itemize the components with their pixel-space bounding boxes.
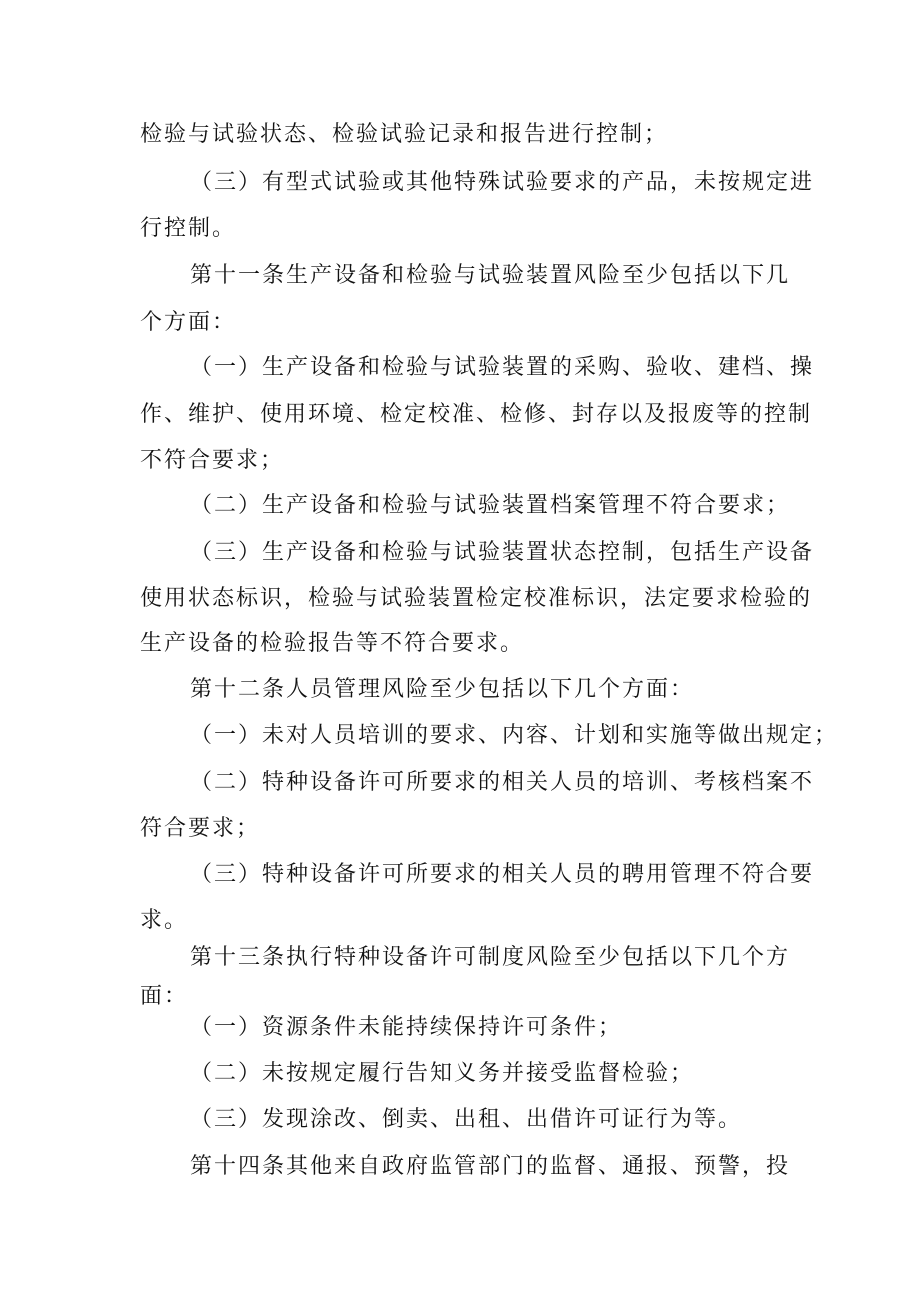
article-12-item-2-line-2: 符合要求； [140,816,261,841]
article-11-heading-line-2: 个方面： [140,310,237,335]
clause-3-line-2: 行控制。 [140,216,237,241]
article-11-item-3-line-2: 使用状态标识，检验与试验装置检定校准标识，法定要求检验的 [140,586,813,611]
article-14-heading-line-1: 第十四条其他来自政府监管部门的监督、通报、预警，投 [190,1154,791,1179]
article-13-item-1: （一）资源条件未能持续保持许可条件； [190,1015,623,1040]
article-11-item-1-line-3: 不符合要求； [140,448,285,473]
text-line-1: 检验与试验状态、检验试验记录和报告进行控制； [140,122,669,147]
article-11-item-2: （二）生产设备和检验与试验装置档案管理不符合要求； [190,493,791,518]
article-11-item-3-line-3: 生产设备的检验报告等不符合要求。 [140,631,525,656]
article-12-item-2-line-1: （二）特种设备许可所要求的相关人员的培训、考核档案不 [190,770,815,795]
article-13-heading-line-2: 面： [140,984,189,1009]
article-11-heading-line-1: 第十一条生产设备和检验与试验装置风险至少包括以下几 [190,263,791,288]
article-11-item-3-line-1: （三）生产设备和检验与试验装置状态控制，包括生产设备 [190,540,815,565]
article-13-item-3: （三）发现涂改、倒卖、出租、出借许可证行为等。 [190,1107,743,1132]
clause-3-line-1: （三）有型式试验或其他特殊试验要求的产品，未按规定进 [190,170,815,195]
article-12-item-1: （一）未对人员培训的要求、内容、计划和实施等做出规定； [190,723,839,748]
article-12-item-3-line-2: 求。 [140,908,189,933]
article-12-item-3-line-1: （三）特种设备许可所要求的相关人员的聘用管理不符合要 [190,862,815,887]
article-12-heading: 第十二条人员管理风险至少包括以下几个方面： [190,677,695,702]
article-11-item-1-line-2: 作、维护、使用环境、检定校准、检修、封存以及报废等的控制 [140,402,813,427]
article-13-item-2: （二）未按规定履行告知义务并接受监督检验； [190,1061,695,1086]
article-11-item-1-line-1: （一）生产设备和检验与试验装置的采购、验收、建档、操 [190,355,815,380]
article-13-heading-line-1: 第十三条执行特种设备许可制度风险至少包括以下几个方 [190,945,791,970]
